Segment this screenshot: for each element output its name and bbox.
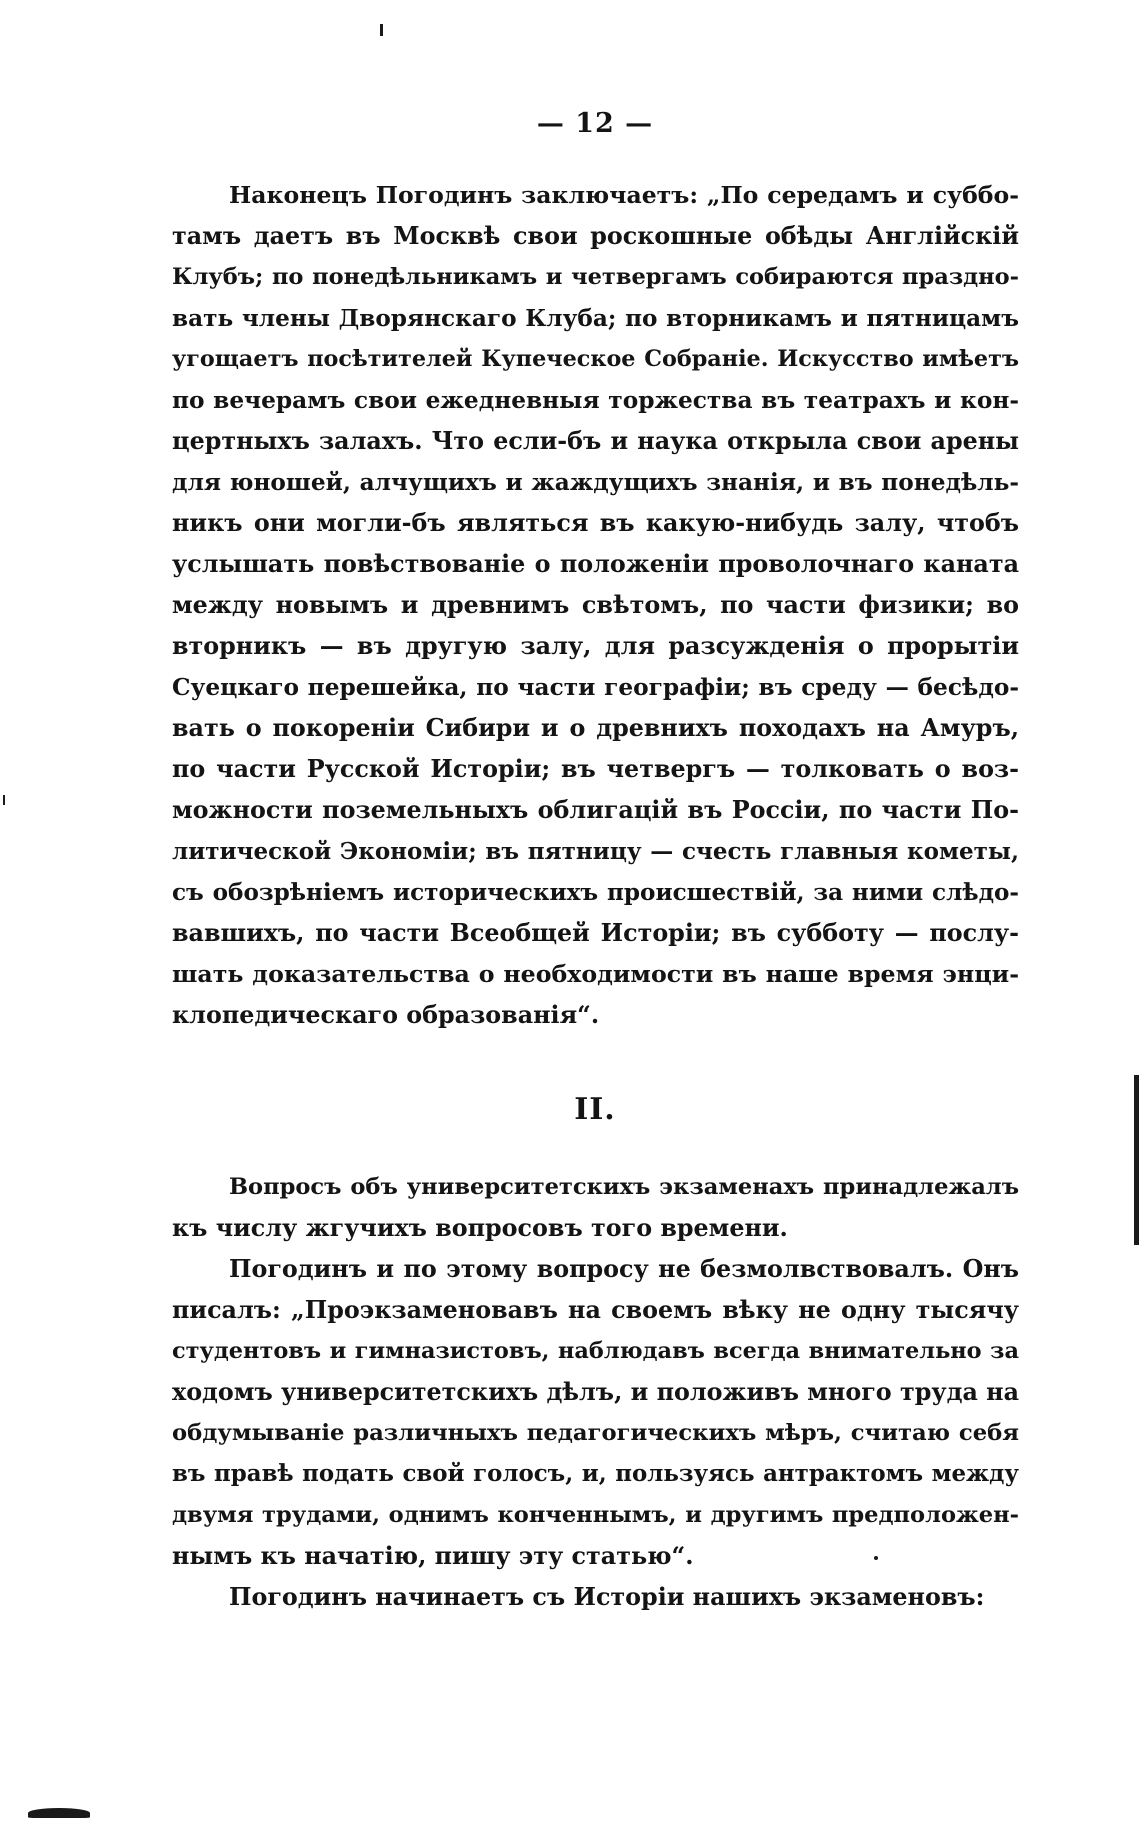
text-line: Клубъ; по понедѣльникамъ и четвергамъ собираются праздно-: [172, 264, 1019, 290]
text-line: по части Русской Исторіи; въ четвергъ — толковать о воз-: [172, 755, 1019, 783]
text-line: писалъ: „Проэкзаменовавъ на своемъ вѣку не одну тысячу: [172, 1296, 1019, 1324]
text-line: Суецкаго перешейка, по части географіи; въ среду — бесѣдо-: [172, 674, 1019, 701]
text-line: нымъ къ начатію, пишу эту статью“.: [172, 1542, 694, 1570]
paragraph-3: [172, 1249, 1019, 1577]
text-line: Погодинъ и по этому вопросу не безмолвствовалъ. Онъ: [229, 1255, 1019, 1283]
scan-left-mark: [3, 795, 5, 805]
text-line: цертныхъ залахъ. Что если-бъ и наука открыла свои арены: [172, 427, 1019, 455]
text-line: Погодинъ начинаетъ съ Исторіи нашихъ экзаменовъ:: [229, 1583, 985, 1611]
text-line: вторникъ — въ другую залу, для разсужденія о прорытіи: [172, 632, 1019, 660]
text-line: шать доказательства о необходимости въ наше время энци-: [172, 960, 1019, 988]
text-line: студентовъ и гимназистовъ, наблюдавъ всегда внимательно за: [172, 1338, 1019, 1364]
text-line: обдумываніе различныхъ педагогическихъ мѣръ, считаю себя: [172, 1420, 1019, 1446]
text-line: вать члены Дворянскаго Клуба; по вторникамъ и пятницамъ: [172, 305, 1019, 332]
text-line: клопедическаго образованія“.: [172, 1001, 600, 1029]
text-line: въ правѣ подать свой голосъ, и, пользуясь антрактомъ между: [172, 1461, 1019, 1487]
text-line: тамъ даетъ въ Москвѣ свои роскошные обѣды Англійскій: [172, 222, 1019, 250]
text-line: вавшихъ, по части Всеобщей Исторіи; въ субботу — послу-: [172, 919, 1019, 947]
text-line: къ числу жгучихъ вопросовъ того времени.: [172, 1214, 788, 1242]
text-line: съ обозрѣніемъ историческихъ происшествій, за ними слѣдо-: [172, 879, 1019, 906]
paragraph-4: [172, 1577, 1019, 1618]
page-number: — 12 —: [536, 108, 654, 139]
paragraph-2: [172, 1167, 1019, 1249]
text-line: Вопросъ объ университетскихъ экзаменахъ принадлежалъ: [229, 1174, 1019, 1200]
scan-artifact-mark: [380, 24, 383, 36]
section-heading: II.: [574, 1092, 616, 1127]
text-line: Наконецъ Погодинъ заключаетъ: „По середамъ и суббо-: [229, 181, 1019, 209]
scan-corner-smudge: [28, 1808, 90, 1818]
text-line: никъ они могли-бъ являться въ какую-нибудь залу, чтобъ: [172, 509, 1019, 537]
text-line: по вечерамъ свои ежедневныя торжества въ театрахъ и кон-: [172, 387, 1019, 414]
text-line: услышать повѣствованіе о положеніи проволочнаго каната: [172, 550, 1019, 578]
text-line: двумя трудами, однимъ конченнымъ, и другимъ предположен-: [172, 1502, 1019, 1528]
text-line: для юношей, алчущихъ и жаждущихъ знанія, и въ понедѣль-: [172, 469, 1019, 496]
text-line: можности поземельныхъ облигацій въ Россіи, по части По-: [172, 796, 1019, 824]
paragraph-1: [172, 175, 1019, 1036]
text-line: ходомъ университетскихъ дѣлъ, и положивъ много труда на: [172, 1378, 1019, 1406]
text-line: литической Экономіи; въ пятницу — счесть главныя кометы,: [172, 838, 1019, 865]
text-line: между новымъ и древнимъ свѣтомъ, по части физики; во: [172, 591, 1019, 619]
text-line: угощаетъ посѣтителей Купеческое Собраніе. Искусство имѣетъ: [172, 346, 1019, 372]
text-line: вать о покореніи Сибири и о древнихъ походахъ на Амуръ,: [172, 714, 1019, 742]
